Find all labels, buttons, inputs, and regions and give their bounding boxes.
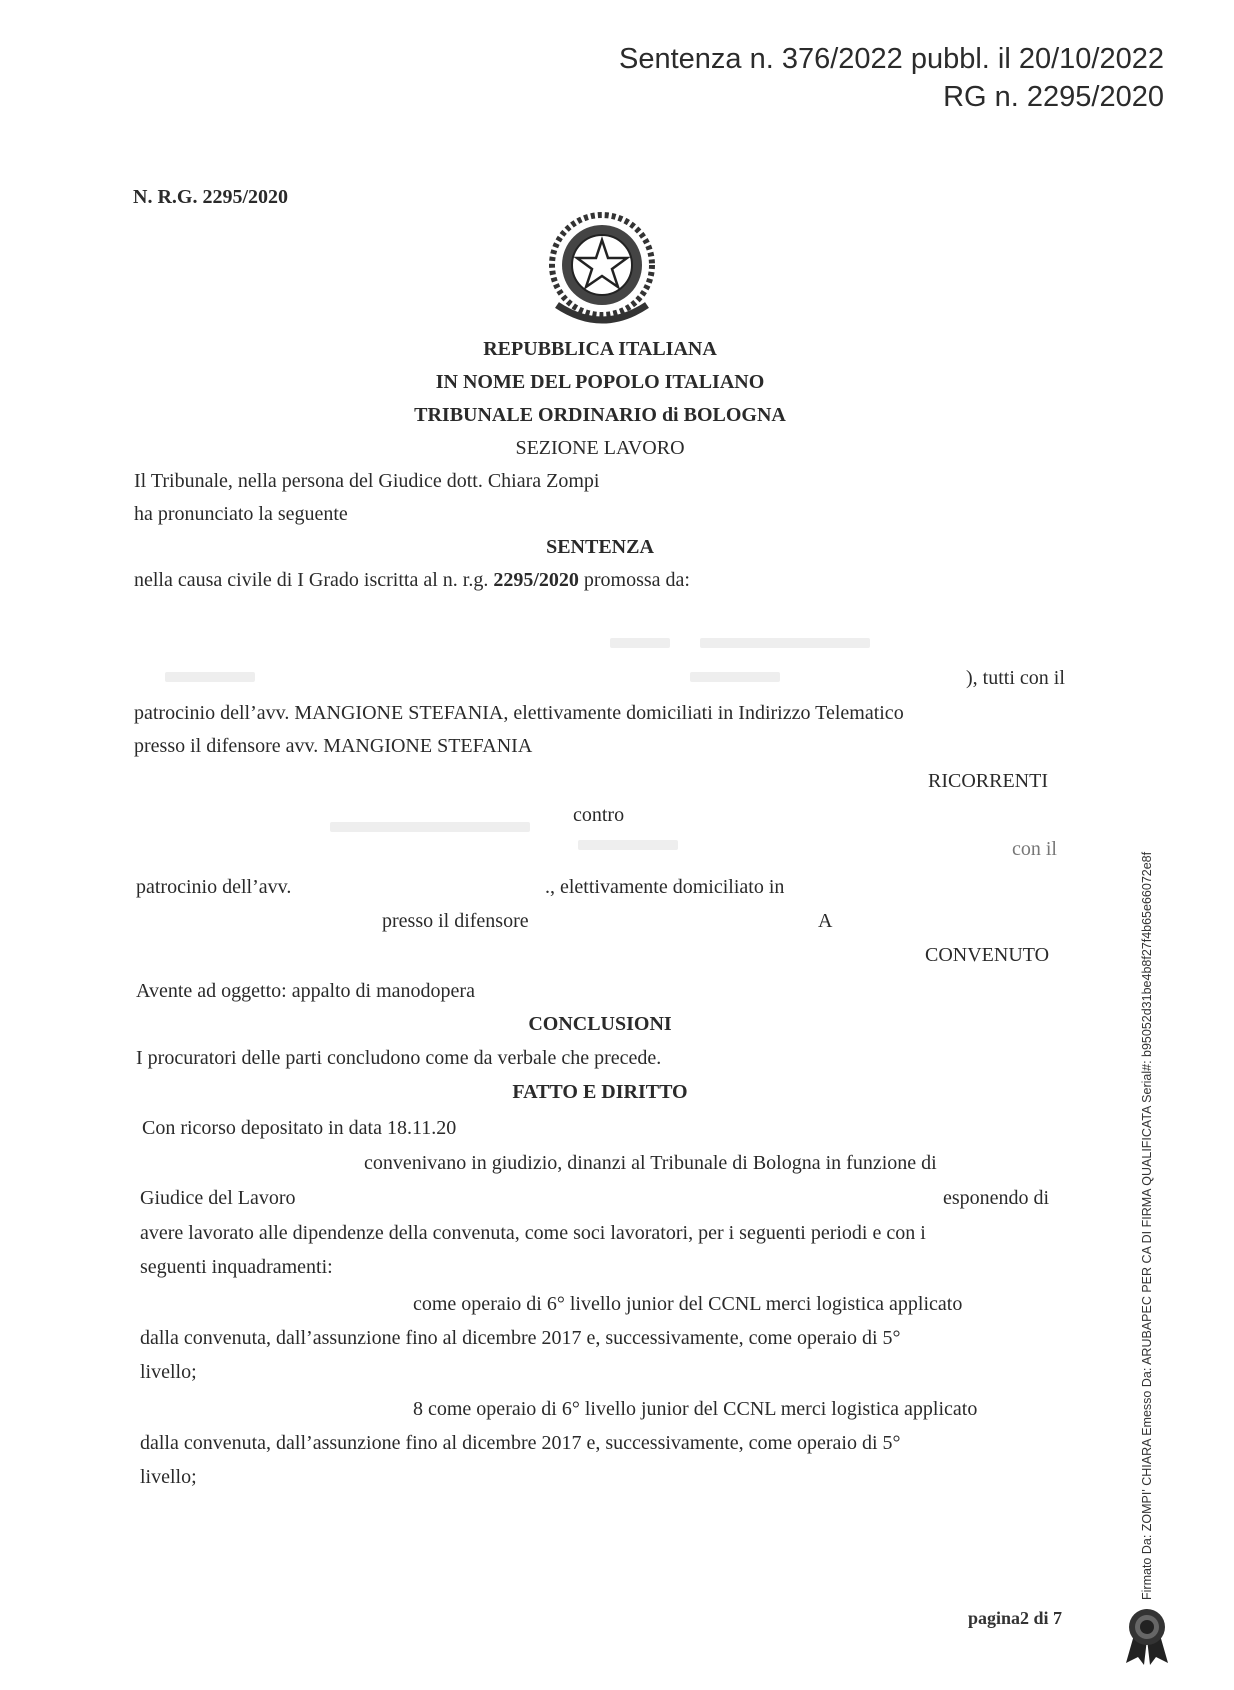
item-2-line-b: dalla convenuta, dall’assunzione fino al dicembre 2017 e, successivamente, come operaio di 5° <box>140 1432 901 1454</box>
people-title: IN NOME DEL POPOLO ITALIANO <box>435 371 765 393</box>
conclusioni-title: CONCLUSIONI <box>528 1013 672 1035</box>
redaction <box>165 672 255 682</box>
redaction <box>578 840 678 850</box>
sentenza-title: SENTENZA <box>546 536 654 558</box>
item-1-line-a: come operaio di 6° livello junior del CCNL merci logistica applicato <box>413 1293 963 1315</box>
item-1-line-c: livello; <box>140 1361 197 1383</box>
digital-signature-text: Firmato Da: ZOMPI' CHIARA Emesso Da: ARUBAPEC PER CA DI FIRMA QUALIFICATA Serial#: b95052d31be4b8f27f4b65e66072e8f <box>1140 851 1154 1600</box>
presso-line-2: presso il difensore <box>382 910 529 932</box>
item-2-line-c: livello; <box>140 1466 197 1488</box>
party-tail: ), tutti con il <box>966 667 1065 689</box>
patrocinio-line-2b: ., elettivamente domiciliato in <box>545 876 785 898</box>
item-2-line-a: 8 come operaio di 6° livello junior del CCNL merci logistica applicato <box>413 1398 978 1420</box>
ricorrenti-label: RICORRENTI <box>928 770 1048 792</box>
court-title: TRIBUNALE ORDINARIO di BOLOGNA <box>414 404 786 426</box>
fatto-line-4: avere lavorato alle dipendenze della convenuta, come soci lavoratori, per i seguenti periodi e con i <box>140 1222 926 1244</box>
causa-suffix: promossa da: <box>578 569 690 591</box>
redaction <box>330 822 530 832</box>
intro-line-2: ha pronunciato la seguente <box>134 503 348 525</box>
page-number: pagina2 di 7 <box>968 1608 1063 1628</box>
con-il-label: con il <box>1012 838 1057 860</box>
contro-label: contro <box>573 804 625 826</box>
fatto-line-3a: Giudice del Lavoro <box>140 1187 296 1209</box>
fatto-line-1: Con ricorso depositato in data 18.11.20 <box>142 1117 457 1139</box>
redaction <box>610 638 670 648</box>
fatto-line-3b: esponendo di <box>943 1187 1050 1209</box>
patrocinio-line-1: patrocinio dell’avv. MANGIONE STEFANIA, elettivamente domiciliati in Indirizzo Telematico <box>134 702 904 724</box>
conclusioni-text: I procuratori delle parti concludono come da verbale che precede. <box>136 1047 662 1069</box>
presso-line-2-tail: A <box>818 910 833 932</box>
oggetto-line: Avente ad oggetto: appalto di manodopera <box>136 980 475 1002</box>
fatto-title: FATTO E DIRITTO <box>512 1081 688 1103</box>
republic-title: REPUBBLICA ITALIANA <box>483 338 717 360</box>
presso-line-1: presso il difensore avv. MANGIONE STEFANIA <box>134 735 533 757</box>
digital-signature-seal-icon <box>1122 1605 1172 1665</box>
page-header <box>619 40 1164 116</box>
redaction <box>690 672 780 682</box>
patrocinio-line-2a: patrocinio dell’avv. <box>136 876 292 898</box>
fatto-line-5: seguenti inquadramenti: <box>140 1256 333 1278</box>
sentenza-line: Sentenza n. 376/2022 pubbl. il 20/10/2022 <box>618 43 1164 75</box>
redaction <box>700 638 870 648</box>
causa-number: 2295/2020 <box>493 569 579 591</box>
intro-line-1: Il Tribunale, nella persona del Giudice dott. Chiara Zompi <box>134 470 600 492</box>
causa-prefix: nella causa civile di I Grado iscritta al n. r.g. <box>134 569 494 591</box>
convenuto-label: CONVENUTO <box>925 944 1050 966</box>
nrg-number: N. R.G. 2295/2020 <box>133 186 288 208</box>
fatto-line-2: convenivano in giudizio, dinanzi al Tribunale di Bologna in funzione di <box>364 1152 937 1174</box>
rg-line: RG n. 2295/2020 <box>943 81 1164 113</box>
item-1-line-b: dalla convenuta, dall’assunzione fino al dicembre 2017 e, successivamente, come operaio di 5° <box>140 1327 901 1349</box>
causa-line <box>134 569 690 592</box>
italian-republic-emblem-icon <box>545 210 660 335</box>
section-title: SEZIONE LAVORO <box>515 437 685 459</box>
